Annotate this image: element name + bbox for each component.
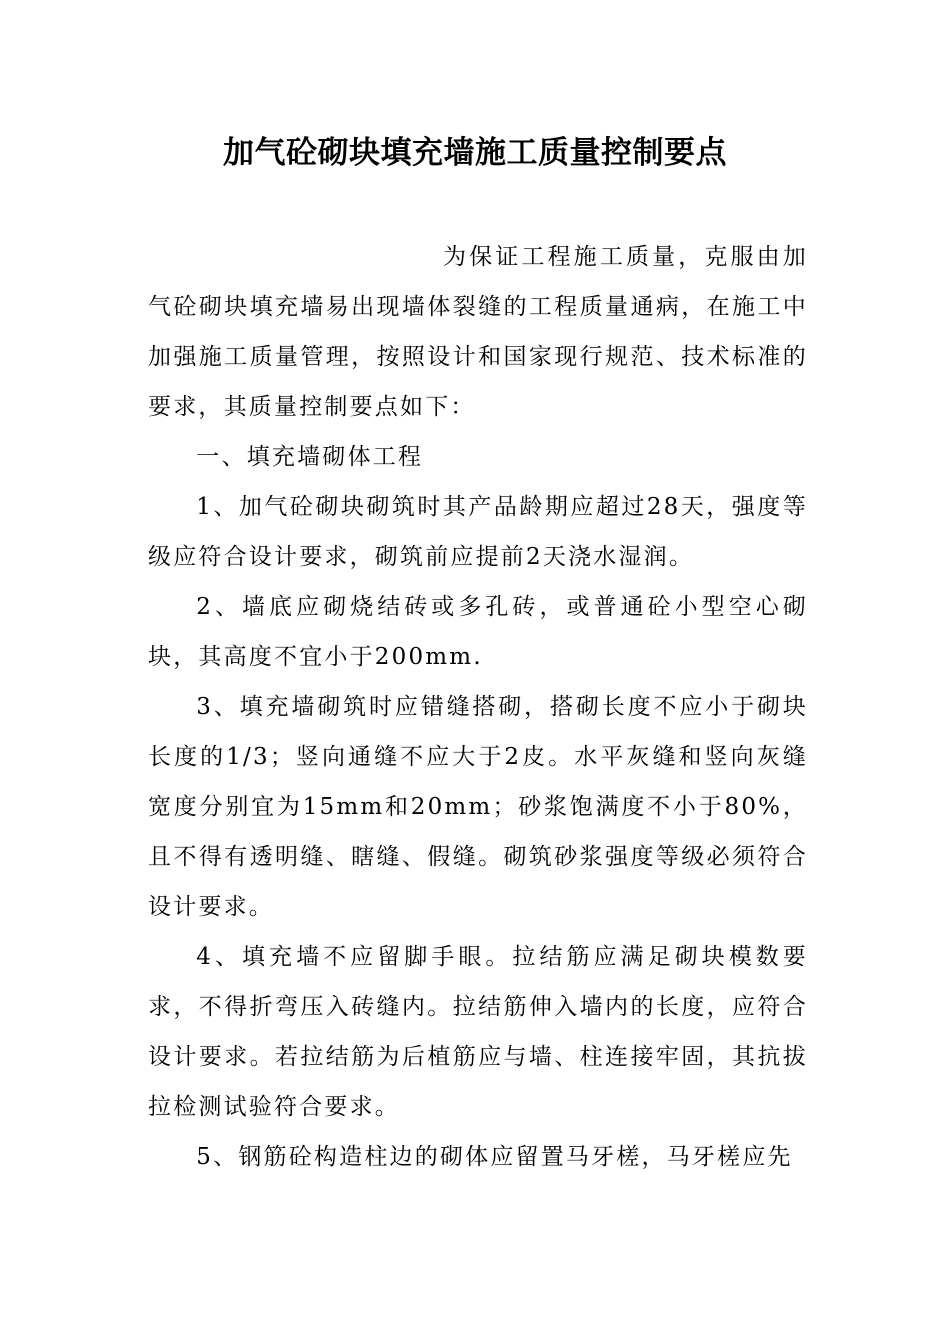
paragraph-item-5: 5、钢筋砼构造柱边的砌体应留置马牙槎，马牙槎应先 — [196, 1144, 793, 1170]
intro-paragraph: 为保证工程施工质量，克服由加气砼砌块填充墙易出现墙体裂缝的工程质量通病，在施工中加强施工质量管理，按照设计和国家现行规范、技术标准的要求，其质量控制要点如下： — [148, 244, 808, 420]
section-heading: 一、填充墙砌体工程 — [196, 444, 424, 470]
document-title: 加气砼砌块填充墙施工质量控制要点 — [223, 135, 727, 171]
paragraph-item-2: 2、墙底应砌烧结砖或多孔砖，或普通砼小型空心砌块，其高度不宜小于200mm. — [148, 594, 808, 670]
paragraph-item-3: 3、填充墙砌筑时应错缝搭砌，搭砌长度不应小于砌块长度的1/3；竖向通缝不应大于2皮。水平灰缝和竖向灰缝宽度分别宜为15mm和20mm；砂浆饱满度不小于80%，且不得有透明缝、瞎缝、假缝。砌筑砂浆强度等级必须符合设计要求。 — [148, 694, 808, 920]
document-body — [148, 232, 808, 1182]
paragraph-item-4: 4、填充墙不应留脚手眼。拉结筋应满足砌块模数要求，不得折弯压入砖缝内。拉结筋伸入墙内的长度，应符合设计要求。若拉结筋为后植筋应与墙、柱连接牢固，其抗拔拉检测试验符合要求。 — [148, 944, 808, 1120]
paragraph-item-1: 1、加气砼砌块砌筑时其产品龄期应超过28天，强度等级应符合设计要求，砌筑前应提前2天浇水湿润。 — [148, 494, 808, 570]
